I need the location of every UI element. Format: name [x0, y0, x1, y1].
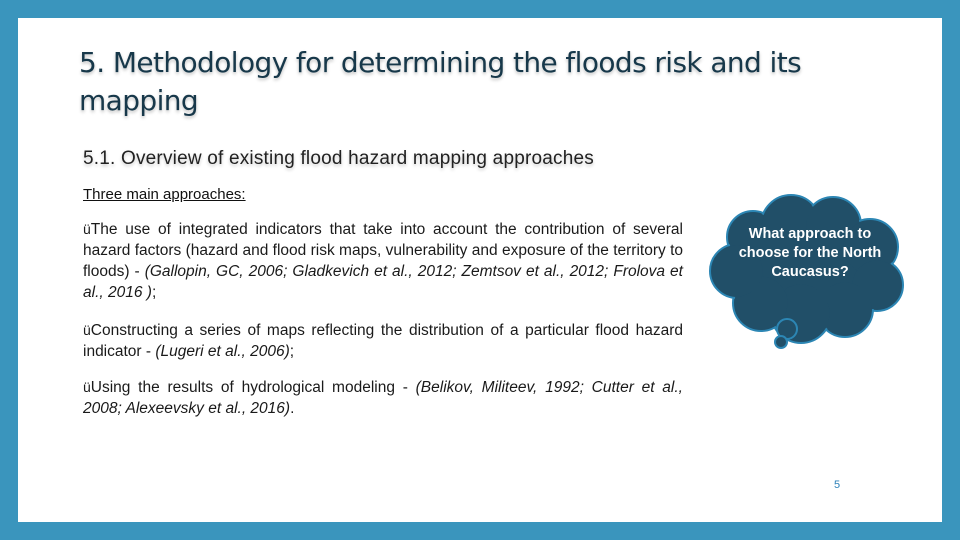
check-icon: ü — [83, 379, 91, 395]
callout-question: What approach to choose for the North Caucasus? — [738, 226, 882, 280]
slide-subtitle: 5.1. Overview of existing flood hazard mapping approaches — [83, 148, 594, 169]
approach-citation: (Belikov, Militeev, 1992; Cutter et al., 2008; Alexeevsky et al., 2016) — [83, 379, 683, 417]
approach-citation: (Gallopin, GC, 2006; Gladkevich et al., 2012; Zemtsov et al., 2012; Frolova et al., 2016 ) — [83, 263, 683, 301]
approach-item — [83, 219, 683, 303]
approach-text: The use of integrated indicators that take into account the contribution of several hazard factors (hazard and flood risk maps, vulnerability and exposure of the territory to floods) - — [83, 221, 683, 280]
approaches-intro: Three main approaches: — [83, 186, 246, 203]
check-icon: ü — [83, 322, 91, 338]
approach-item — [83, 377, 683, 419]
approach-end: ; — [151, 284, 157, 301]
slide-title: 5. Methodology for determining the floods risk and its mapping — [79, 46, 802, 117]
check-icon: ü — [83, 221, 91, 237]
approach-item — [83, 320, 683, 362]
page-number: 5 — [834, 479, 841, 491]
approach-end: ; — [289, 343, 295, 360]
approach-text: Using the results of hydrological modeling - — [90, 379, 416, 396]
approach-end: . — [290, 400, 295, 417]
approach-text: Constructing a series of maps reflecting the distribution of a particular flood hazard indicator - — [83, 322, 683, 360]
approach-citation: (Lugeri et al., 2006) — [155, 343, 290, 360]
